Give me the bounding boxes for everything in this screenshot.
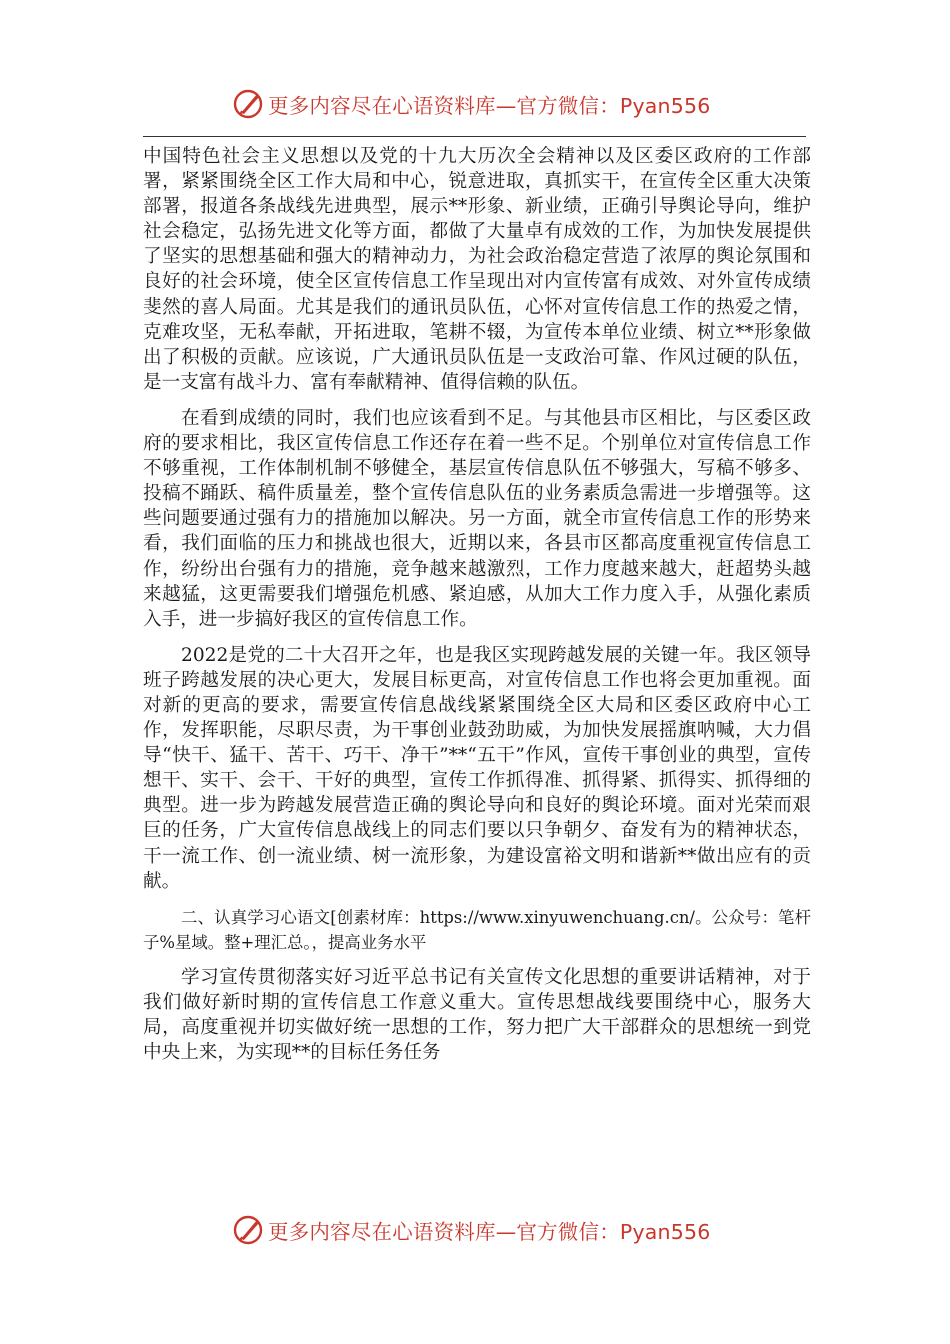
paragraph-4: 学习宣传贯彻落实好习近平总书记有关宣传文化思想的重要讲话精神，对于我们做好新时期的宣传信息工作意义重大。宣传思想战线要围绕中心，服务大局，高度重视并切实做好统一思想的工作，努力把广大干部群众的思想统一到党中央上来，为实现**的目标任务任务 [143, 966, 811, 1063]
paragraph-2: 在看到成绩的同时，我们也应该看到不足。与其他县市区相比，与区委区政府的要求相比，我区宣传信息工作还存在着一些不足。个别单位对宣传信息工作不够重视，工作体制机制不够健全，基层宣传信息队伍不够强大，写稿不够多、投稿不踊跃、稿件质量差，整个宣传信息队伍的业务素质急需进一步增强等。这些问题要通过强有力的措施加以解决。另一方面，就全市宣传信息工作的形势来看，我们面临的压力和挑战也很大，近期以来，各县市区都高度重视宣传信息工作，纷纷出台强有力的措施，竞争越来越激烈，工作力度越来越大，赶超势头越来越猛，这更需要我们增强危机感、紧迫感，从加大工作力度入手，从强化素质入手，进一步搞好我区的宣传信息工作。 [143, 407, 811, 630]
header-divider [143, 136, 806, 137]
document-body [143, 144, 811, 1065]
paragraph-3: 2022是党的二十大召开之年，也是我区实现跨越发展的关键一年。我区领导班子跨越发展的决心更大，发展目标更高，对宣传信息工作也将会更加重视。面对新的更高的要求，需要宣传信息战线紧紧围绕全区大局和区委区政府中心工作，发挥职能，尽职尽责，为干事创业鼓劲助威，为加快发展摇旗呐喊，大力倡导“快干、猛干、苦干、巧干、净干”**“五干”作风，宣传干事创业的典型，宣传想干、实干、会干、干好的典型，宣传工作抓得准、抓得紧、抓得实、抓得细的典型。进一步为跨越发展营造正确的舆论导向和良好的舆论环境。面对光荣而艰巨的任务，广大宣传信息战线上的同志们要以只争朝夕、奋发有为的精神状态，干一流工作、创一流业绩、树一流形象，为建设富裕文明和谐新**做出应有的贡献。 [143, 644, 811, 892]
footer-banner-text: 更多内容尽在心语资料库—官方微信：Pyan556 [268, 1220, 711, 1244]
header-banner [232, 84, 712, 124]
section-heading: 二、认真学习心语文[创素材库：https://www.xinyuwenchuang.cn/。公众号：笔杆子%星域。整+理汇总。，提高业务水平 [143, 907, 811, 952]
paragraph-1: 中国特色社会主义思想以及党的十九大历次全会精神以及区委区政府的工作部署，紧紧围绕全区工作大局和中心，锐意进取，真抓实干，在宣传全区重大决策部署，报道各条战线先进典型，展示**形象、新业绩，正确引导舆论导向，维护社会稳定，弘扬先进文化等方面，都做了大量卓有成效的工作，为加快发展提供了坚实的思想基础和强大的精神动力，为社会政治稳定营造了浓厚的舆论氛围和良好的社会环境，使全区宣传信息工作呈现出对内宣传富有成效、对外宣传成绩斐然的喜人局面。尤其是我们的通讯员队伍，心怀对宣传信息工作的热爱之情，克难攻坚，无私奉献，开拓进取，笔耕不辍，为宣传本单位业绩、树立**形象做出了积极的贡献。应该说，广大通讯员队伍是一支政治可靠、作风过硬的队伍，是一支富有战斗力、富有奉献精神、值得信赖的队伍。 [143, 146, 811, 393]
footer-banner [232, 1210, 712, 1250]
quill-pen-icon [232, 87, 266, 121]
header-banner-text: 更多内容尽在心语资料库—官方微信：Pyan556 [268, 94, 711, 118]
quill-pen-icon [232, 1213, 266, 1247]
